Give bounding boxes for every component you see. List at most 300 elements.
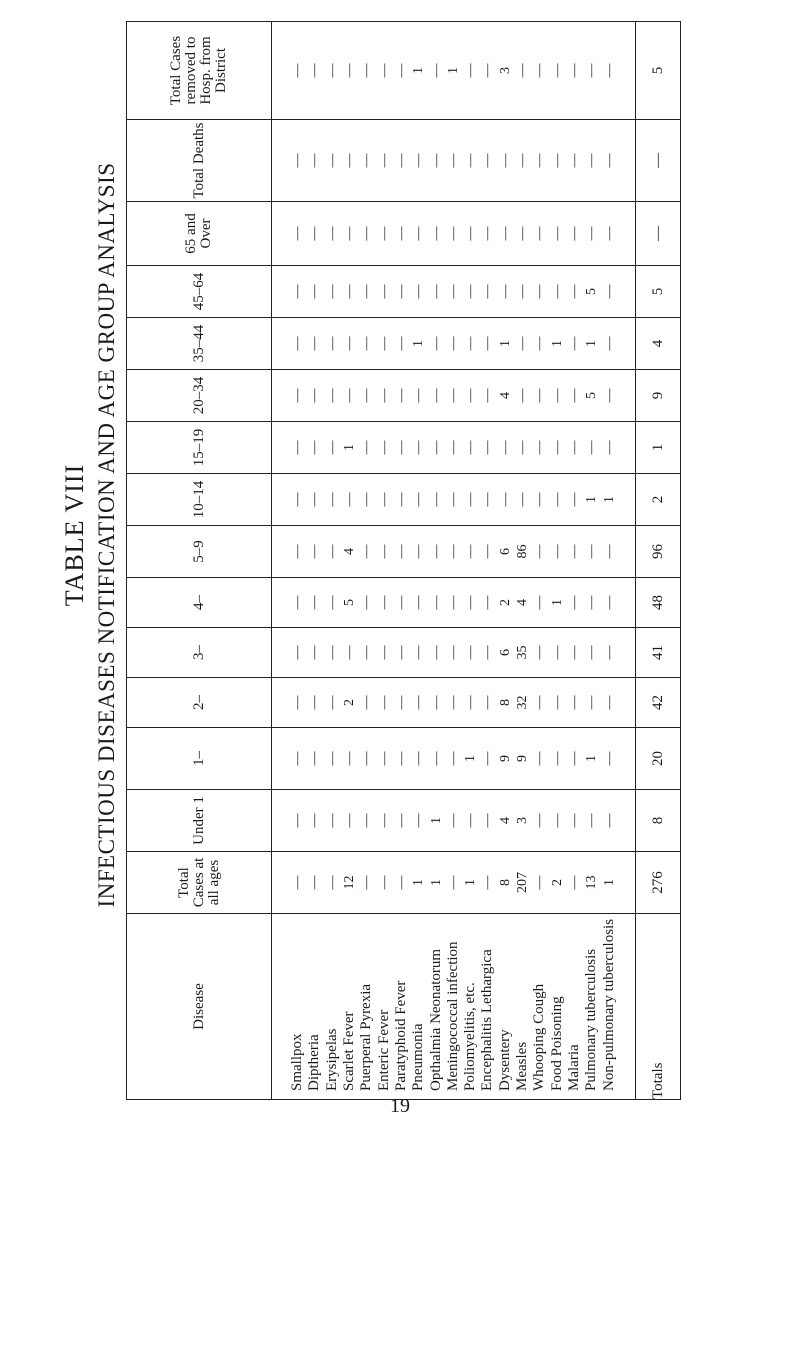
table-cell: — (515, 492, 531, 507)
table-cell: — (445, 440, 461, 455)
table-cell: — (549, 63, 565, 78)
table-cell: — (515, 336, 531, 351)
table-cell: — (480, 388, 496, 403)
table-cell: — (290, 226, 306, 241)
table-cell: — (359, 751, 375, 766)
table-cell: — (601, 388, 617, 403)
header-col-5: 3– (127, 628, 272, 678)
table-cell: 1 (549, 599, 565, 606)
table-cell: 1 (445, 67, 461, 74)
table-cell: — (393, 388, 409, 403)
table-cell: 1 (411, 340, 427, 347)
table-cell: — (515, 388, 531, 403)
table-cell: — (393, 153, 409, 168)
table-cell: 5 (584, 392, 600, 399)
header-col-2: Under 1 (127, 790, 272, 852)
table-cell: — (480, 813, 496, 828)
table-cell: — (532, 388, 548, 403)
table-cell: — (445, 388, 461, 403)
value-column-13 (272, 202, 636, 266)
value-column-2 (272, 790, 636, 852)
table-cell: — (532, 595, 548, 610)
table-cell: — (393, 440, 409, 455)
table-cell: — (290, 153, 306, 168)
table-cell: — (445, 226, 461, 241)
table-cell: — (463, 336, 479, 351)
total-value: 2 (636, 474, 681, 526)
table-cell: — (445, 284, 461, 299)
table-cell: — (445, 875, 461, 890)
table-cell: — (480, 492, 496, 507)
disease-name: Dysentery (496, 1029, 513, 1091)
table-cell: — (428, 492, 444, 507)
table-cell: — (307, 544, 323, 559)
table-cell: — (549, 695, 565, 710)
table-cell: — (532, 63, 548, 78)
table-cell: — (324, 388, 340, 403)
total-value: 41 (636, 628, 681, 678)
table-cell: — (601, 440, 617, 455)
title-block (60, 0, 120, 1070)
table-cell: — (290, 595, 306, 610)
table-cell: — (359, 645, 375, 660)
table-cell: — (411, 284, 427, 299)
table-cell: 3 (515, 817, 531, 824)
table-cell: — (601, 595, 617, 610)
totals-label: Totals (636, 914, 681, 1100)
table-cell: — (290, 336, 306, 351)
disease-name: Enteric Fever (375, 1009, 392, 1091)
table-cell: — (359, 595, 375, 610)
table-cell: — (480, 226, 496, 241)
table-cell: — (393, 875, 409, 890)
table-cell: — (515, 226, 531, 241)
table-cell: — (359, 492, 375, 507)
table-cell: — (324, 813, 340, 828)
table-cell: — (445, 492, 461, 507)
header-col-3: 1– (127, 728, 272, 790)
table-cell: 4 (515, 599, 531, 606)
table-cell: — (549, 751, 565, 766)
table-cell: — (463, 440, 479, 455)
table-cell: — (376, 388, 392, 403)
table-cell: — (324, 153, 340, 168)
table-cell: — (532, 153, 548, 168)
table-cell: — (480, 63, 496, 78)
table-cell: — (428, 544, 444, 559)
table-cell: — (428, 153, 444, 168)
table-cell: — (480, 544, 496, 559)
table-cell: — (376, 645, 392, 660)
table-cell: — (307, 63, 323, 78)
disease-name: Diptheria (306, 1034, 323, 1091)
header-col-11: 35–44 (127, 318, 272, 370)
table-cell: — (445, 751, 461, 766)
table-cell: — (290, 875, 306, 890)
disease-name: Encephalitis Lethargica (479, 949, 496, 1091)
table-cell: — (463, 63, 479, 78)
table-cell: — (342, 153, 358, 168)
table-cell: — (359, 336, 375, 351)
disease-name: Erysipelas (323, 1028, 340, 1091)
table-cell: — (549, 226, 565, 241)
table-cell: — (324, 226, 340, 241)
table-cell: — (307, 284, 323, 299)
table-cell: 32 (515, 695, 531, 710)
value-column-3 (272, 728, 636, 790)
table-cell: — (359, 440, 375, 455)
page-number: 19 (390, 1095, 410, 1117)
table-cell: — (549, 388, 565, 403)
table-cell: — (393, 813, 409, 828)
total-value: 20 (636, 728, 681, 790)
table-cell: — (532, 813, 548, 828)
header-col-7: 5–9 (127, 526, 272, 578)
header-col-10: 20–34 (127, 370, 272, 422)
disease-name: Food Poisoning (548, 996, 565, 1091)
table-cell: — (393, 492, 409, 507)
table-cell: 4 (497, 392, 513, 399)
table-cell: — (290, 813, 306, 828)
table-cell: — (411, 153, 427, 168)
header-col-15: Total Cases removed to Hosp. from District (127, 22, 272, 120)
table-cell: 1 (584, 340, 600, 347)
table-cell: 9 (515, 755, 531, 762)
header-disease: Disease (127, 914, 272, 1100)
table-cell: — (324, 751, 340, 766)
table-cell: — (601, 645, 617, 660)
table-cell: — (290, 284, 306, 299)
table-cell: — (411, 813, 427, 828)
table-cell: — (566, 440, 582, 455)
disease-name: Measles (514, 1041, 531, 1091)
value-column-14 (272, 120, 636, 202)
table-cell: — (497, 153, 513, 168)
table-cell: — (549, 153, 565, 168)
table-cell: — (324, 544, 340, 559)
table-cell: — (549, 492, 565, 507)
table-cell: — (359, 153, 375, 168)
table-cell: — (532, 284, 548, 299)
table-cell: — (601, 153, 617, 168)
table-cell: — (445, 595, 461, 610)
value-column-4 (272, 678, 636, 728)
table-cell: — (480, 284, 496, 299)
table-cell: — (290, 645, 306, 660)
table-cell: — (428, 226, 444, 241)
table-cell: — (480, 595, 496, 610)
table-cell: — (480, 440, 496, 455)
table-cell: — (307, 336, 323, 351)
table-cell: — (324, 63, 340, 78)
table-cell: — (584, 695, 600, 710)
table-cell: — (342, 492, 358, 507)
table-cell: — (393, 645, 409, 660)
table-number: TABLE VIII (60, 463, 89, 607)
total-value: — (636, 120, 681, 202)
table-cell: 5 (584, 288, 600, 295)
table-cell: — (411, 595, 427, 610)
header-col-4: 2– (127, 678, 272, 728)
table-cell: 6 (497, 649, 513, 656)
disease-name: Puerperal Pyrexia (358, 983, 375, 1091)
table-cell: — (376, 751, 392, 766)
table-cell: — (393, 751, 409, 766)
table-cell: 12 (342, 875, 358, 890)
table-cell: — (359, 544, 375, 559)
table-cell: — (307, 440, 323, 455)
table-cell: — (376, 153, 392, 168)
table-cell: 3 (497, 67, 513, 74)
table-cell: — (324, 875, 340, 890)
value-column-7 (272, 526, 636, 578)
table-cell: — (307, 695, 323, 710)
table-cell: — (584, 153, 600, 168)
header-col-1: Total Cases at all ages (127, 852, 272, 914)
disease-column (272, 914, 636, 1100)
table-cell: — (411, 226, 427, 241)
table-cell: — (290, 388, 306, 403)
table-cell: — (584, 645, 600, 660)
table-cell: — (376, 226, 392, 241)
table-cell: — (307, 153, 323, 168)
disease-name: Whooping Cough (531, 983, 548, 1091)
table-cell: — (428, 751, 444, 766)
table-cell: — (463, 153, 479, 168)
table-cell: — (359, 813, 375, 828)
table-cell: — (290, 695, 306, 710)
table-cell: — (393, 544, 409, 559)
table-cell: — (549, 284, 565, 299)
value-column-1 (272, 852, 636, 914)
table-cell: — (342, 645, 358, 660)
total-value: 42 (636, 678, 681, 728)
header-col-6: 4– (127, 578, 272, 628)
table-cell: — (445, 153, 461, 168)
table-cell: — (342, 226, 358, 241)
table-cell: — (532, 492, 548, 507)
table-cell: — (307, 595, 323, 610)
table-cell: — (566, 492, 582, 507)
table-cell: — (307, 226, 323, 241)
table-cell: 2 (342, 699, 358, 706)
value-column-15 (272, 22, 636, 120)
table-cell: — (411, 388, 427, 403)
header-col-14: Total Deaths (127, 120, 272, 202)
analysis-table-rotated (126, 35, 681, 1100)
table-cell: 1 (411, 879, 427, 886)
table-cell: 1 (601, 879, 617, 886)
table-cell: — (428, 695, 444, 710)
total-value: 5 (636, 22, 681, 120)
table-cell: — (307, 751, 323, 766)
table-cell: — (290, 492, 306, 507)
disease-name: Paratyphoid Fever (392, 980, 409, 1091)
table-cell: — (601, 751, 617, 766)
table-cell: — (324, 284, 340, 299)
table-cell: — (515, 284, 531, 299)
table-cell: — (480, 695, 496, 710)
table-cell: — (480, 336, 496, 351)
table-cell: — (497, 226, 513, 241)
table-cell: — (566, 153, 582, 168)
table-cell: — (480, 153, 496, 168)
table-cell: — (532, 875, 548, 890)
disease-name: Smallpox (289, 1033, 306, 1091)
value-column-12 (272, 266, 636, 318)
table-cell: — (342, 388, 358, 403)
table-cell: — (566, 751, 582, 766)
table-cell: — (566, 695, 582, 710)
total-value: 276 (636, 852, 681, 914)
disease-name: Pulmonary tuberculosis (583, 948, 600, 1091)
table-cell: — (566, 336, 582, 351)
value-column-6 (272, 578, 636, 628)
table-cell: — (532, 544, 548, 559)
table-cell: — (342, 336, 358, 351)
table-cell: — (549, 544, 565, 559)
table-cell: — (393, 336, 409, 351)
table-cell: — (532, 336, 548, 351)
table-cell: 5 (342, 599, 358, 606)
table-cell: — (324, 440, 340, 455)
header-col-12: 45–64 (127, 266, 272, 318)
table-cell: — (324, 695, 340, 710)
total-value: 48 (636, 578, 681, 628)
table-cell: — (307, 645, 323, 660)
table-cell: — (463, 695, 479, 710)
table-cell: — (411, 645, 427, 660)
table-cell: — (376, 875, 392, 890)
table-cell: — (359, 226, 375, 241)
table-cell: — (566, 645, 582, 660)
header-col-8: 10–14 (127, 474, 272, 526)
table-cell: — (480, 875, 496, 890)
table-cell: — (428, 440, 444, 455)
table-cell: — (342, 751, 358, 766)
table-cell: — (428, 63, 444, 78)
disease-name: Malaria (565, 1044, 582, 1091)
table-cell: — (601, 63, 617, 78)
table-cell: — (566, 595, 582, 610)
table-cell: — (342, 284, 358, 299)
table-cell: — (515, 440, 531, 455)
analysis-table (126, 21, 681, 1100)
header-col-13: 65 and Over (127, 202, 272, 266)
table-cell: — (584, 63, 600, 78)
table-cell: — (428, 595, 444, 610)
table-cell: 1 (549, 340, 565, 347)
table-cell: — (290, 544, 306, 559)
table-cell: — (463, 544, 479, 559)
table-cell: 9 (497, 755, 513, 762)
table-cell: — (411, 544, 427, 559)
table-cell: — (393, 595, 409, 610)
table-cell: — (549, 440, 565, 455)
disease-name: Opthalmia Neonatorum (427, 948, 444, 1091)
table-cell: — (359, 875, 375, 890)
total-value: — (636, 202, 681, 266)
data-block (272, 22, 636, 1100)
table-cell: 1 (601, 496, 617, 503)
table-cell: — (307, 813, 323, 828)
table-cell: — (549, 645, 565, 660)
table-cell: — (376, 544, 392, 559)
table-cell: 6 (497, 548, 513, 555)
table-cell: — (497, 492, 513, 507)
table-cell: — (601, 226, 617, 241)
table-cell: 4 (342, 548, 358, 555)
value-column-11 (272, 318, 636, 370)
table-cell: — (532, 226, 548, 241)
table-cell: — (428, 388, 444, 403)
total-value: 5 (636, 266, 681, 318)
table-cell: — (393, 226, 409, 241)
table-cell: — (463, 645, 479, 660)
table-cell: — (601, 813, 617, 828)
table-cell: — (549, 813, 565, 828)
table-cell: — (393, 284, 409, 299)
table-cell: — (445, 645, 461, 660)
table-cell: 1 (342, 444, 358, 451)
table-cell: 1 (584, 496, 600, 503)
table-cell: — (584, 813, 600, 828)
table-cell: 1 (411, 67, 427, 74)
table-cell: — (376, 440, 392, 455)
table-cell: — (342, 813, 358, 828)
table-cell: — (584, 226, 600, 241)
table-cell: — (359, 63, 375, 78)
table-cell: — (290, 440, 306, 455)
table-cell: — (428, 645, 444, 660)
table-cell: — (584, 544, 600, 559)
table-cell: 1 (584, 755, 600, 762)
table-cell: — (376, 695, 392, 710)
value-column-8 (272, 474, 636, 526)
table-cell: — (601, 284, 617, 299)
totals-row (636, 22, 681, 1100)
table-cell: — (532, 440, 548, 455)
table-cell: — (566, 63, 582, 78)
table-cell: — (601, 695, 617, 710)
table-cell: 1 (428, 879, 444, 886)
table-cell: — (411, 695, 427, 710)
table-cell: — (411, 492, 427, 507)
table-cell: — (324, 595, 340, 610)
table-cell: — (584, 440, 600, 455)
table-cell: — (463, 226, 479, 241)
table-cell: — (445, 544, 461, 559)
disease-name: Meningococcal infection (444, 941, 461, 1091)
table-cell: — (480, 645, 496, 660)
table-title: INFECTIOUS DISEASES NOTIFICATION AND AGE GROUP ANALYSIS (94, 162, 119, 908)
total-value: 8 (636, 790, 681, 852)
table-cell: — (376, 336, 392, 351)
table-cell: — (307, 875, 323, 890)
table-cell: — (359, 284, 375, 299)
table-cell: — (411, 440, 427, 455)
table-cell: — (463, 813, 479, 828)
table-cell: — (532, 751, 548, 766)
table-cell: — (463, 284, 479, 299)
table-cell: 8 (497, 699, 513, 706)
table-cell: — (359, 388, 375, 403)
table-cell: — (376, 492, 392, 507)
table-cell: — (566, 284, 582, 299)
table-cell: — (532, 645, 548, 660)
table-cell: 2 (497, 599, 513, 606)
table-cell: — (515, 63, 531, 78)
